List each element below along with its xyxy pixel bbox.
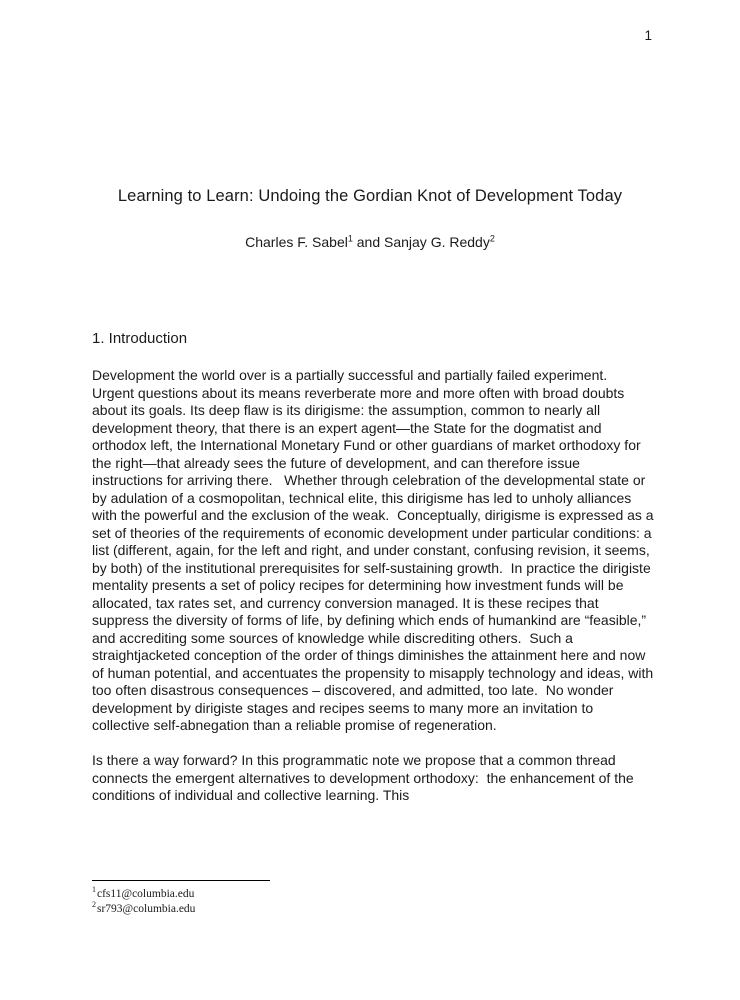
authors-connector: and xyxy=(352,234,384,250)
footnote-1 xyxy=(92,887,654,902)
footnote-separator-line xyxy=(92,880,270,881)
author-1-footnote-marker: 1 xyxy=(347,233,353,244)
author-1-name: Charles F. Sabel xyxy=(245,234,348,250)
body-text xyxy=(92,367,658,822)
paragraph-2: Is there a way forward? In this programmatic note we propose that a common thread connects the emergent alternatives to development orthodoxy: the enhancement of the conditions of individual and collective learning. This xyxy=(92,752,638,803)
footnote-2-text: sr793@columbia.edu xyxy=(97,903,196,915)
footnote-area xyxy=(92,880,654,917)
footnote-2-marker: 2 xyxy=(92,900,96,910)
footnote-1-marker: 1 xyxy=(92,885,96,895)
paper-title: Learning to Learn: Undoing the Gordian Knot of Development Today xyxy=(117,187,623,205)
section-heading-introduction: 1. Introduction xyxy=(92,330,188,347)
author-2-name: Sanjay G. Reddy xyxy=(384,234,490,250)
authors-line xyxy=(0,234,740,250)
footnote-2 xyxy=(92,902,654,917)
author-2-footnote-marker: 2 xyxy=(489,233,495,244)
page-number: 1 xyxy=(644,28,652,43)
paragraph-1: Development the world over is a partially successful and partially failed experiment. Urgent questions about its means reverberate more and more often with broad doubts about its goals. Its deep flaw is its dirigisme: the assumption, common to nearly all development theory, that there is an expert agent—the State for the dogmatist and orthodox left, the International Monetary Fund or other guardians of market orthodoxy for the right—that already sees the future of development, and can therefore issue instructions for arriving there. Whether through celebration of the developmental state or by adulation of a cosmopolitan, technical elite, this dirigisme has led to unholy alliances with the powerful and the exclusion of the weak. Conceptually, dirigisme is expressed as a set of theories of the requirements of economic development under particular conditions: a list (different, again, for the left and right, and under constant, confusing revision, it seems, by both) of the institutional prerequisites for self-sustaining growth. In practice the dirigiste mentality presents a set of policy recipes for determining how investment funds will be allocated, tax rates set, and currency conversion managed. It is these recipes that suppress the diversity of forms of life, by defining which ends of humankind are “feasible,” and accrediting some sources of knowledge while discrediting others. Such a straightjacketed conception of the order of things diminishes the attainment here and now of human potential, and accentuates the propensity to misapply technology and ideas, with too often disastrous consequences – discovered, and admitted, too late. No wonder development by dirigiste stages and recipes seems to many more an invitation to collective self-abnegation than a reliable promise of regeneration. xyxy=(92,367,658,733)
footnote-1-text: cfs11@columbia.edu xyxy=(97,888,195,900)
